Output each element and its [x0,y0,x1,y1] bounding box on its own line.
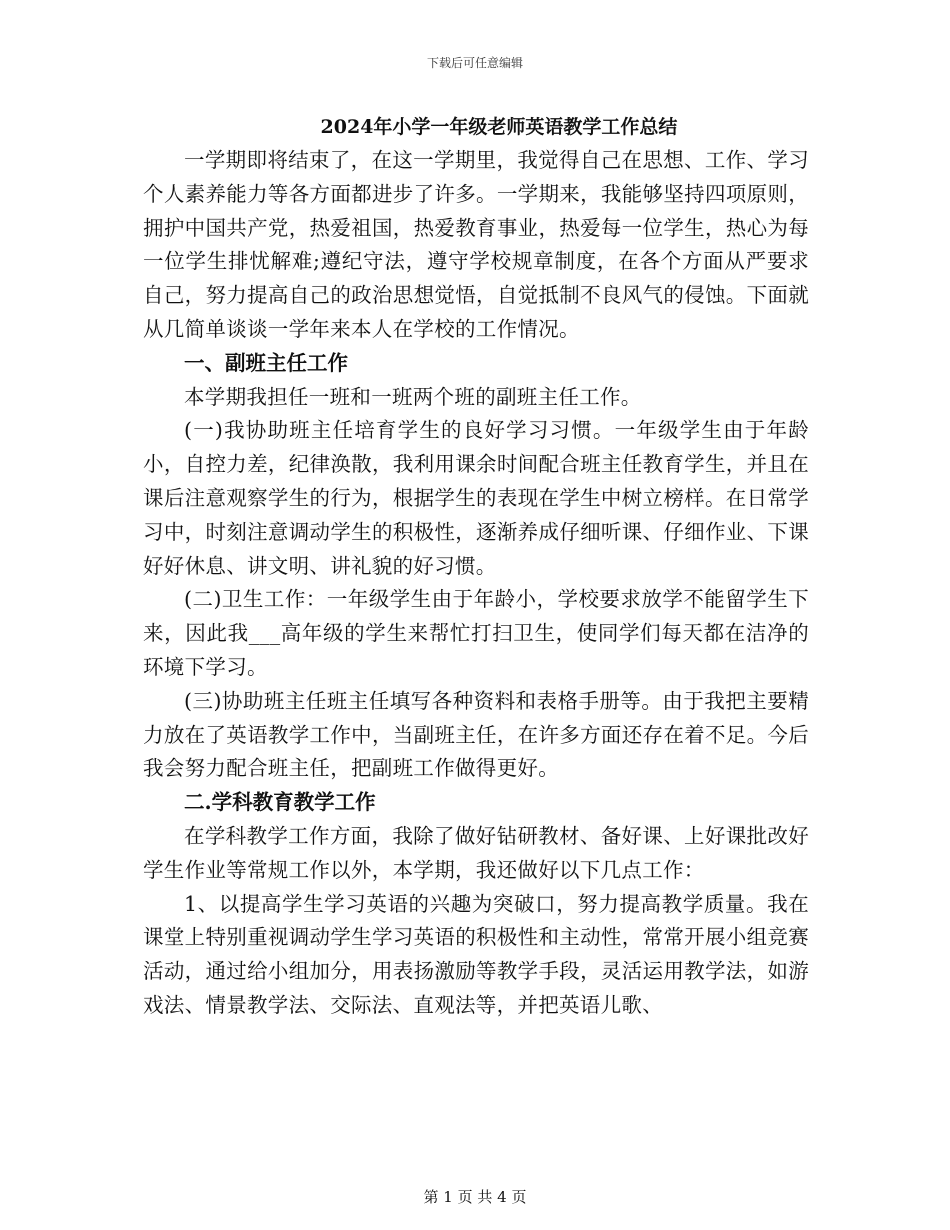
intro-paragraph: 一学期即将结束了，在这一学期里，我觉得自己在思想、工作、学习个人素养能力等各方面都进步了许多。一学期来，我能够坚持四项原则，拥护中国共产党，热爱祖国，热爱教育事业，热爱每一位学生，热心为每一位学生排忧解难;遵纪守法，遵守学校规章制度，在各个方面从严要求自己，努力提高自己的政治思想觉悟，自觉抵制不良风气的侵蚀。下面就从几简单谈谈一学年来本人在学校的工作情况。 [143,148,809,341]
paragraph: (二)卫生工作：一年级学生由于年龄小，学校要求放学不能留学生下来，因此我___高年级的学生来帮忙打扫卫生，使同学们每天都在洁净的环境下学习。 [143,587,809,679]
paragraph: 本学期我担任一班和一班两个班的副班主任工作。 [184,384,642,409]
paragraph: 在学科教学工作方面，我除了做好钻研教材、备好课、上好课批改好学生作业等常规工作以外，本学期，我还做好以下几点工作： [143,823,809,882]
paragraph: (三)协助班主任班主任填写各种资料和表格手册等。由于我把主要精力放在了英语教学工作中，当副班主任，在许多方面还存在着不足。今后我会努力配合班主任，把副班工作做得更好。 [143,688,809,781]
document-title: 2024年小学一年级老师英语教学工作总结 [320,116,678,138]
paragraph: 1、以提高学生学习英语的兴趣为突破口，努力提高教学质量。我在课堂上特别重视调动学生学习英语的积极性和主动性，常常开展小组竞赛活动，通过给小组加分，用表扬激励等教学手段，灵活运用教学法，如游戏法、情景教学法、交际法、直观法等，并把英语儿歌、 [143,891,809,1017]
page-footer: 第 1 页 共 4 页 [423,1188,527,1206]
section-heading-2: 二.学科教育教学工作 [184,790,376,815]
section-heading-1: 一、副班主任工作 [184,350,348,375]
paragraph: (一)我协助班主任培育学生的良好学习习惯。一年级学生由于年龄小，自控力差，纪律涣散，我利用课余时间配合班主任教育学生，并且在课后注意观察学生的行为，根据学生的表现在学生中树立榜样。在日常学习中，时刻注意调动学生的积极性，逐渐养成仔细听课、仔细作业、下课好好休息、讲文明、讲礼貌的好习惯。 [143,418,809,578]
header-note: 下载后可任意编辑 [426,56,523,70]
document-body [143,112,809,1023]
